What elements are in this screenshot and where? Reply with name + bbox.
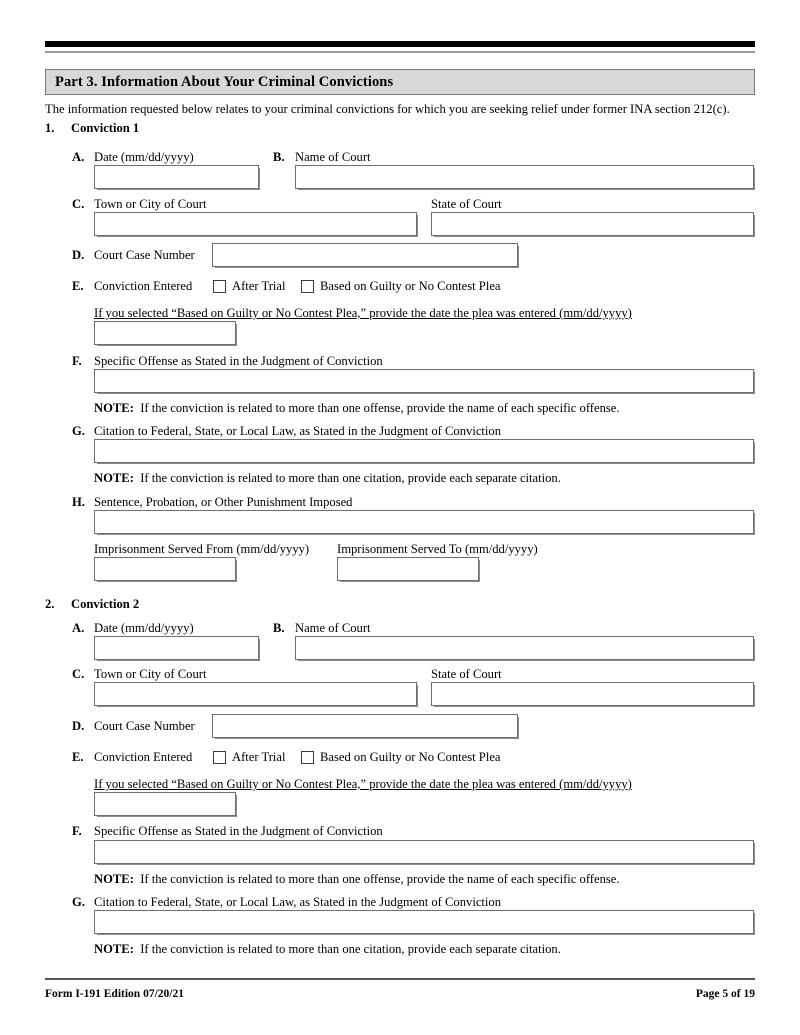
note-citation-2 (94, 942, 561, 957)
label-letter-1f: F. (72, 354, 82, 368)
label-date-1: Date (mm/dd/yyyy) (94, 150, 194, 164)
label-letter-2b: B. (273, 621, 285, 635)
footer-form-info: Form I-191 Edition 07/20/21 (45, 988, 184, 1000)
note-text-offense-2: If the conviction is related to more than one offense, provide the name of each specific offense. (140, 872, 620, 886)
label-citation-1: Citation to Federal, State, or Local Law, as Stated in the Judgment of Conviction (94, 424, 501, 438)
note-label-citation-1: NOTE: (94, 471, 134, 485)
label-name-of-court-2: Name of Court (295, 621, 371, 635)
checkbox-guilty-plea-1[interactable] (301, 280, 314, 293)
input-court-case-number-2[interactable] (212, 714, 518, 738)
label-court-case-number-1: Court Case Number (94, 248, 195, 262)
note-text-offense-1: If the conviction is related to more than one offense, provide the name of each specific offense. (140, 401, 620, 415)
input-town-city-1[interactable] (94, 212, 417, 236)
input-specific-offense-1[interactable] (94, 369, 754, 393)
input-citation-1[interactable] (94, 439, 754, 463)
checkbox-guilty-plea-2[interactable] (301, 751, 314, 764)
label-letter-2f: F. (72, 824, 82, 838)
note-label-offense-1: NOTE: (94, 401, 134, 415)
item-number-2: 2. (45, 597, 55, 611)
label-letter-1g: G. (72, 424, 85, 438)
input-town-city-2[interactable] (94, 682, 417, 706)
label-conviction-entered-1: Conviction Entered (94, 279, 193, 293)
input-state-of-court-1[interactable] (431, 212, 754, 236)
top-rule-thin (45, 51, 755, 53)
prompt-plea-date-1: If you selected “Based on Guilty or No Contest Plea,” provide the date the plea was entered (mm/dd/yyyy) (94, 306, 632, 320)
label-state-of-court-2: State of Court (431, 667, 502, 681)
label-date-2: Date (mm/dd/yyyy) (94, 621, 194, 635)
label-conviction-entered-2: Conviction Entered (94, 750, 193, 764)
label-citation-2: Citation to Federal, State, or Local Law, as Stated in the Judgment of Conviction (94, 895, 501, 909)
note-offense-2 (94, 872, 620, 887)
note-citation-1 (94, 471, 561, 486)
label-letter-1b: B. (273, 150, 285, 164)
label-sentence-1: Sentence, Probation, or Other Punishment Imposed (94, 495, 353, 509)
label-letter-1c: C. (72, 197, 85, 211)
part-heading: Part 3. Information About Your Criminal Convictions (55, 73, 394, 90)
footer-rule (45, 978, 755, 980)
label-letter-2g: G. (72, 895, 85, 909)
input-citation-2[interactable] (94, 910, 754, 934)
footer-page-number: Page 5 of 19 (695, 988, 755, 1000)
label-guilty-plea-2: Based on Guilty or No Contest Plea (320, 750, 501, 764)
note-offense-1 (94, 401, 620, 416)
label-court-case-number-2: Court Case Number (94, 719, 195, 733)
input-name-of-court-2[interactable] (295, 636, 754, 660)
label-state-of-court-1: State of Court (431, 197, 502, 211)
label-letter-2d: D. (72, 719, 85, 733)
input-date-2[interactable] (94, 636, 259, 660)
item-number-1: 1. (45, 121, 55, 135)
label-letter-1h: H. (72, 495, 85, 509)
label-letter-1e: E. (72, 279, 84, 293)
label-name-of-court-1: Name of Court (295, 150, 371, 164)
note-label-citation-2: NOTE: (94, 942, 134, 956)
part-intro-text: The information requested below relates to your criminal convictions for which you are seeking relief under former INA section 212(c). (45, 102, 730, 116)
input-sentence-1[interactable] (94, 510, 754, 534)
note-text-citation-2: If the conviction is related to more than one citation, provide each separate citation. (140, 942, 561, 956)
input-plea-date-1[interactable] (94, 321, 236, 345)
label-letter-2a: A. (72, 621, 85, 635)
label-imprisonment-to-1: Imprisonment Served To (mm/dd/yyyy) (337, 542, 538, 556)
note-label-offense-2: NOTE: (94, 872, 134, 886)
label-letter-2e: E. (72, 750, 84, 764)
label-specific-offense-1: Specific Offense as Stated in the Judgment of Conviction (94, 354, 383, 368)
label-after-trial-1: After Trial (232, 279, 286, 293)
input-state-of-court-2[interactable] (431, 682, 754, 706)
label-letter-2c: C. (72, 667, 85, 681)
input-date-1[interactable] (94, 165, 259, 189)
part-header-bar (45, 69, 755, 95)
checkbox-after-trial-2[interactable] (213, 751, 226, 764)
label-letter-1a: A. (72, 150, 85, 164)
label-guilty-plea-1: Based on Guilty or No Contest Plea (320, 279, 501, 293)
label-imprisonment-from-1: Imprisonment Served From (mm/dd/yyyy) (94, 542, 310, 556)
input-name-of-court-1[interactable] (295, 165, 754, 189)
checkbox-after-trial-1[interactable] (213, 280, 226, 293)
label-town-city-1: Town or City of Court (94, 197, 207, 211)
top-rule-thick (45, 41, 755, 47)
label-after-trial-2: After Trial (232, 750, 286, 764)
label-specific-offense-2: Specific Offense as Stated in the Judgment of Conviction (94, 824, 383, 838)
label-town-city-2: Town or City of Court (94, 667, 207, 681)
prompt-plea-date-2: If you selected “Based on Guilty or No Contest Plea,” provide the date the plea was entered (mm/dd/yyyy) (94, 777, 632, 791)
note-text-citation-1: If the conviction is related to more than one citation, provide each separate citation. (140, 471, 561, 485)
item-title-conviction-1: Conviction 1 (71, 121, 140, 135)
input-imprisonment-from-1[interactable] (94, 557, 236, 581)
input-specific-offense-2[interactable] (94, 840, 754, 864)
label-letter-1d: D. (72, 248, 85, 262)
item-title-conviction-2: Conviction 2 (71, 597, 140, 611)
input-imprisonment-to-1[interactable] (337, 557, 479, 581)
input-plea-date-2[interactable] (94, 792, 236, 816)
input-court-case-number-1[interactable] (212, 243, 518, 267)
